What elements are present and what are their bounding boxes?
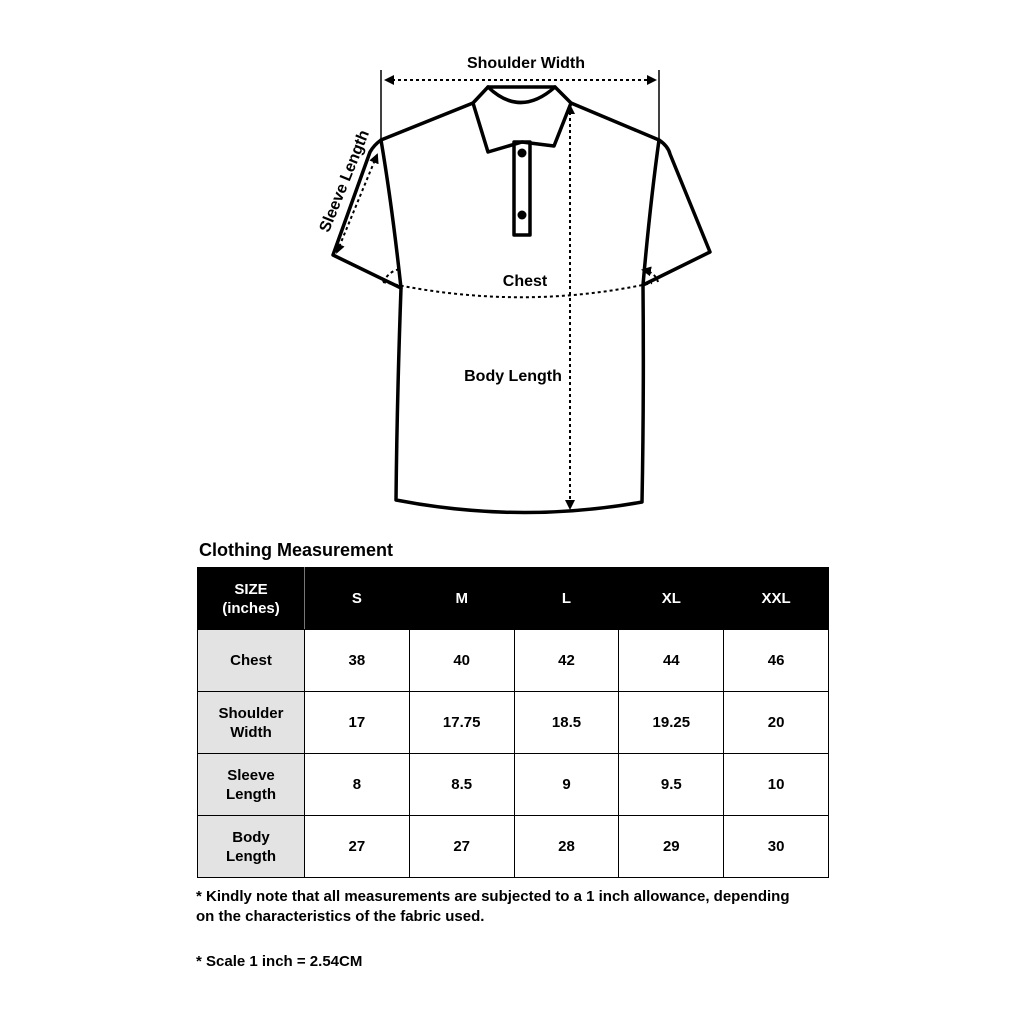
- size-col-header: XL: [619, 568, 724, 630]
- scale-note: * Scale 1 inch = 2.54CM: [196, 953, 363, 970]
- table-cell: 30: [724, 816, 829, 878]
- row-label-line1: Body: [232, 828, 270, 846]
- size-header-cell: [198, 568, 305, 630]
- table-cell: 17.75: [409, 692, 514, 754]
- table-cell: 40: [409, 630, 514, 692]
- allowance-note: * Kindly note that all measurements are subjected to a 1 inch allowance, depending on the characteristics of the fabric used.: [196, 888, 790, 925]
- table-row: [198, 754, 829, 816]
- row-label-line2: Length: [226, 785, 276, 803]
- row-label: [198, 692, 305, 754]
- right-sleeve: [643, 140, 710, 285]
- shoulder-width-label: Shoulder Width: [466, 55, 586, 72]
- table-header-row: [198, 568, 829, 630]
- table-cell: 17: [305, 692, 410, 754]
- size-header-line2: (inches): [222, 599, 280, 617]
- row-label: [198, 630, 305, 692]
- table-cell: 8: [305, 754, 410, 816]
- size-col-header: M: [409, 568, 514, 630]
- body-length-label: Body Length: [464, 368, 562, 385]
- row-label-line2: Length: [226, 847, 276, 865]
- sleeve-length-label: Sleeve Length: [316, 127, 374, 235]
- size-col-header: L: [514, 568, 619, 630]
- collar-inner: [488, 87, 555, 103]
- row-label: [198, 754, 305, 816]
- row-label-line1: Chest: [230, 652, 272, 669]
- button-top: [518, 149, 527, 158]
- row-label-line2: Width: [230, 723, 272, 741]
- table-cell: 27: [305, 816, 410, 878]
- table-cell: 38: [305, 630, 410, 692]
- row-label-line1: Shoulder: [218, 704, 284, 722]
- size-col-header: XXL: [724, 568, 829, 630]
- table-cell: 20: [724, 692, 829, 754]
- table-title: Clothing Measurement: [199, 540, 394, 560]
- table-cell: 28: [514, 816, 619, 878]
- table-cell: 8.5: [409, 754, 514, 816]
- table-cell: 29: [619, 816, 724, 878]
- table-cell: 27: [409, 816, 514, 878]
- table-row: [198, 816, 829, 878]
- table-cell: 10: [724, 754, 829, 816]
- table-cell: 19.25: [619, 692, 724, 754]
- row-label: [198, 816, 305, 878]
- size-col-header: S: [305, 568, 410, 630]
- size-chart-table: [197, 567, 829, 878]
- table-cell: 18.5: [514, 692, 619, 754]
- size-header-line1: SIZE: [234, 580, 268, 598]
- table-cell: 9.5: [619, 754, 724, 816]
- chest-label: Chest: [502, 273, 548, 290]
- table-cell: 42: [514, 630, 619, 692]
- button-bottom: [518, 211, 527, 220]
- table-row: [198, 630, 829, 692]
- table-cell: 9: [514, 754, 619, 816]
- shirt-body: [381, 103, 659, 513]
- table-cell: 44: [619, 630, 724, 692]
- table-row: [198, 692, 829, 754]
- row-label-line1: Sleeve: [227, 766, 275, 784]
- table-cell: 46: [724, 630, 829, 692]
